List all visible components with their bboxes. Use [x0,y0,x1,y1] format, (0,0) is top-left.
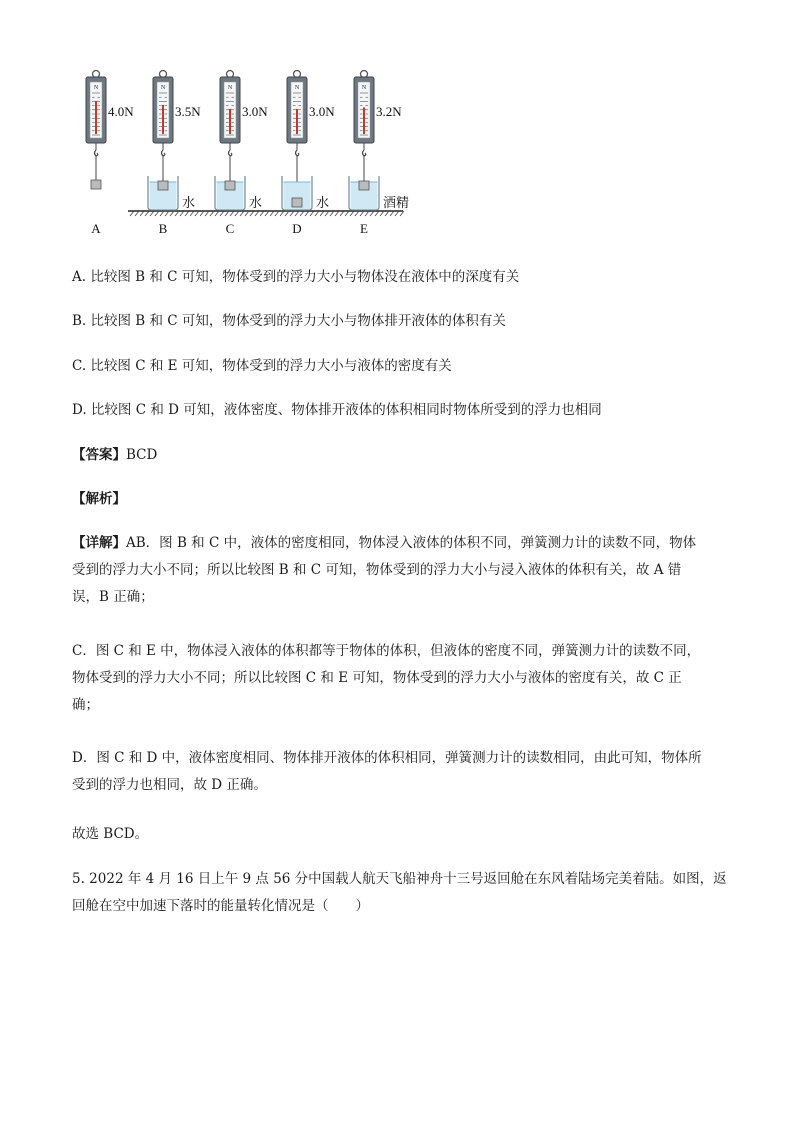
scale-reading: 3.5N [175,104,201,119]
scale-ring [93,71,100,78]
answer-line [72,446,157,464]
scale-ring [160,71,167,78]
scale-unit-label: N [294,85,300,91]
scale-pointer [296,109,298,134]
scale-unit-label: N [227,85,233,91]
figure-letter: B [158,221,168,236]
detail-ab-line-1: AB．图 B 和 C 中，液体的密度相同，物体浸入液体的体积不同，弹簧测力计的读数不同，物体 [126,535,697,551]
scale-reading: 4.0N [108,104,134,119]
analysis-label: 【解析】 [72,491,126,507]
scale-hook [229,150,232,156]
spring-scale-figure [68,68,418,243]
scale-pointer [162,105,164,134]
figure-letter: D [292,221,302,236]
detail-ab [72,530,722,611]
scale-ring [294,71,301,78]
answer-label: 【答案】 [72,447,126,463]
conclusion: 故选 BCD。 [72,826,149,842]
figure-letter: C [225,221,235,236]
detail-c-line-1: C．图 C 和 E 中，物体浸入液体的体积都等于物体的体积，但液体的密度不同，弹簧测力计的读数不同， [72,643,701,659]
block [292,198,302,207]
scale-unit-label: N [160,85,166,91]
detail-d-line-1: D．图 C 和 D 中，液体密度相同、物体排开液体的体积相同，弹簧测力计的读数相同，由此可知，物体所 [72,750,702,766]
experiment-diagram [68,68,418,243]
liquid-label: 水 [249,195,263,210]
liquid-label: 水 [316,195,330,210]
question-5-line-2: 回舱在空中加速下落时的能量转化情况是（ ） [72,898,369,914]
scale-ring [361,71,368,78]
detail-c-line-3: 确； [72,697,99,713]
question-5-line-1: 5. 2022 年 4 月 16 日上午 9 点 56 分中国载人航天飞船神舟十三号返回舱在东风着陆场完美着陆。如图，返 [72,871,727,887]
scale-hook [296,150,299,156]
block [225,181,235,190]
scale-reading: 3.0N [242,104,268,119]
scale-unit-label: N [361,85,367,91]
figure-letter: E [360,221,368,236]
option-d: D. 比较图 C 和 D 可知，液体密度、物体排开液体的体积相同时物体所受到的浮力也相同 [72,402,602,418]
detail-c-line-2: 物体受到的浮力大小不同；所以比较图 C 和 E 可知，物体受到的浮力大小与液体的密度有关，故 C 正 [72,670,682,686]
scale-hook [95,150,98,156]
option-b: B. 比较图 B 和 C 可知，物体受到的浮力大小与物体排开液体的体积有关 [72,313,506,329]
scale-pointer [229,109,231,134]
detail-ab-line-2: 受到的浮力大小不同；所以比较图 B 和 C 可知，物体受到的浮力大小与浸入液体的体积有关，故 A 错 [72,562,682,578]
scale-hook [162,150,165,156]
question-5 [72,866,727,920]
block [91,180,101,189]
scale-pointer [95,101,97,134]
scale-reading: 3.0N [309,104,335,119]
block [359,181,369,190]
scale-ring [227,71,234,78]
figure-letter: A [91,221,101,236]
detail-label: 【详解】 [72,535,126,551]
option-c: C. 比较图 C 和 E 可知，物体受到的浮力大小与液体的密度有关 [72,358,452,374]
answer-value: BCD [126,447,158,463]
detail-ab-line-3: 误，B 正确； [72,589,154,605]
scale-unit-label: N [93,85,99,91]
liquid-label: 酒精 [383,195,410,210]
scale-hook [363,150,366,156]
scale-reading: 3.2N [376,104,402,119]
detail-d-line-2: 受到的浮力也相同，故 D 正确。 [72,777,267,793]
option-a: A. 比较图 B 和 C 可知，物体受到的浮力大小与物体没在液体中的深度有关 [72,269,520,285]
detail-c [72,638,722,719]
block [158,181,168,190]
scale-pointer [363,107,365,134]
detail-d [72,745,722,799]
liquid-label: 水 [182,195,196,210]
